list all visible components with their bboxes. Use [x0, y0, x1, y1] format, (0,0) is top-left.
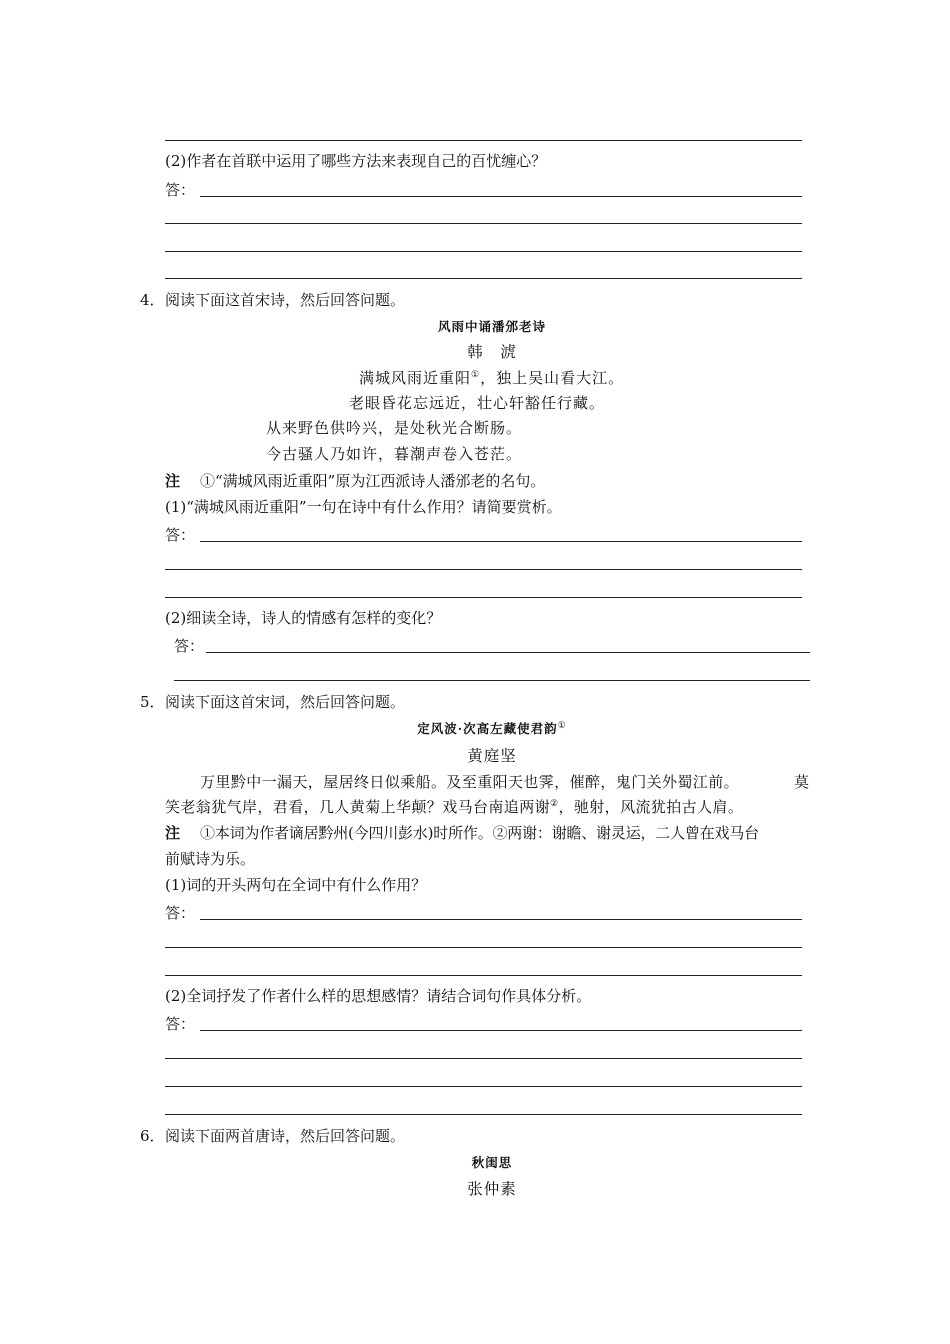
answer-label: 答：: [165, 1015, 196, 1033]
answer-label: 答：: [165, 526, 196, 544]
question-5-1: (1)词的开头两句在全词中有什么作用？: [165, 876, 427, 894]
poem-title-text: 定风波·次高左藏使君韵: [417, 721, 558, 736]
note-text: 前赋诗为乐。: [165, 850, 256, 868]
poem-title: 秋闺思: [471, 1155, 513, 1170]
poem-line: [359, 368, 624, 388]
footnote-mark: ②: [550, 799, 559, 809]
answer-line[interactable]: [165, 1114, 802, 1115]
poem-line-text: 满城风雨近重阳: [359, 369, 472, 387]
note-text: ①“满城风雨近重阳”原为江西派诗人潘邠老的名句。: [200, 472, 546, 490]
poem-title: [165, 720, 819, 738]
answer-label: 答：: [165, 904, 196, 922]
question-number: 5．: [140, 693, 165, 711]
poem-line-tail: 莫: [794, 773, 811, 791]
answer-line[interactable]: [165, 251, 802, 252]
answer-line[interactable]: [165, 140, 802, 141]
footnote-mark: ①: [471, 370, 481, 380]
note-text: ①本词为作者谪居黔州(今四川彭水)时所作。②两谢：谢瞻、谢灵运，二人曾在戏马台: [200, 824, 759, 842]
poem-line: 今古骚人乃如许，暮潮声卷入苍茫。: [266, 445, 523, 463]
note-mark: 注: [165, 824, 181, 842]
answer-line[interactable]: [200, 541, 802, 542]
question-instruction: 阅读下面两首唐诗，然后回答问题。: [165, 1127, 406, 1145]
question-number: 4．: [140, 291, 165, 309]
answer-line[interactable]: [165, 223, 802, 224]
poem-title: 风雨中诵潘邠老诗: [437, 319, 546, 334]
answer-line[interactable]: [165, 1086, 802, 1087]
poem-line-text: ，驰射，风流犹拍古人肩。: [558, 798, 744, 816]
poem-line: 万里黔中一漏天，屋居终日似乘船。及至重阳天也霁，催醉，鬼门关外蜀江前。: [200, 773, 740, 791]
question-4-1: (1)“满城风雨近重阳”一句在诗中有什么作用？请简要赏析。: [165, 498, 562, 516]
poem-line-text: 笑老翁犹气岸，君看，几人黄菊上华颠？戏马台南追两谢: [165, 798, 551, 816]
footnote-mark: ①: [557, 720, 567, 731]
answer-label: 答：: [165, 181, 196, 199]
poem-author: 黄庭坚: [467, 747, 517, 765]
note-mark: 注: [165, 472, 181, 490]
answer-line[interactable]: [165, 569, 802, 570]
poem-author: 韩 淲: [467, 343, 517, 361]
poem-line: 从来野色供吟兴，是处秋光合断肠。: [266, 419, 523, 437]
answer-line[interactable]: [200, 1030, 802, 1031]
answer-line[interactable]: [200, 919, 802, 920]
answer-label: 答：: [174, 637, 205, 655]
question-instruction: 阅读下面这首宋词，然后回答问题。: [165, 693, 406, 711]
poem-line: 老眼昏花忘远近，壮心轩豁任行藏。: [349, 394, 606, 412]
question-instruction: 阅读下面这首宋诗，然后回答问题。: [165, 291, 406, 309]
answer-line[interactable]: [165, 278, 802, 279]
question-4-2: (2)细读全诗，诗人的情感有怎样的变化？: [165, 609, 442, 627]
answer-line[interactable]: [165, 975, 802, 976]
question-5-2: (2)全词抒发了作者什么样的思想感情？请结合词句作具体分析。: [165, 987, 592, 1005]
poem-author: 张仲素: [467, 1180, 517, 1198]
answer-line[interactable]: [206, 652, 810, 653]
question-3-2: (2)作者在首联中运用了哪些方法来表现自己的百忧缠心？: [165, 152, 547, 170]
question-number: 6．: [140, 1127, 165, 1145]
answer-line[interactable]: [165, 1058, 802, 1059]
answer-line[interactable]: [200, 196, 802, 197]
poem-line-text: ，独上吴山看大江。: [480, 369, 625, 387]
poem-line: [165, 797, 743, 817]
answer-line[interactable]: [165, 947, 802, 948]
answer-line[interactable]: [174, 680, 810, 681]
answer-line[interactable]: [165, 597, 802, 598]
